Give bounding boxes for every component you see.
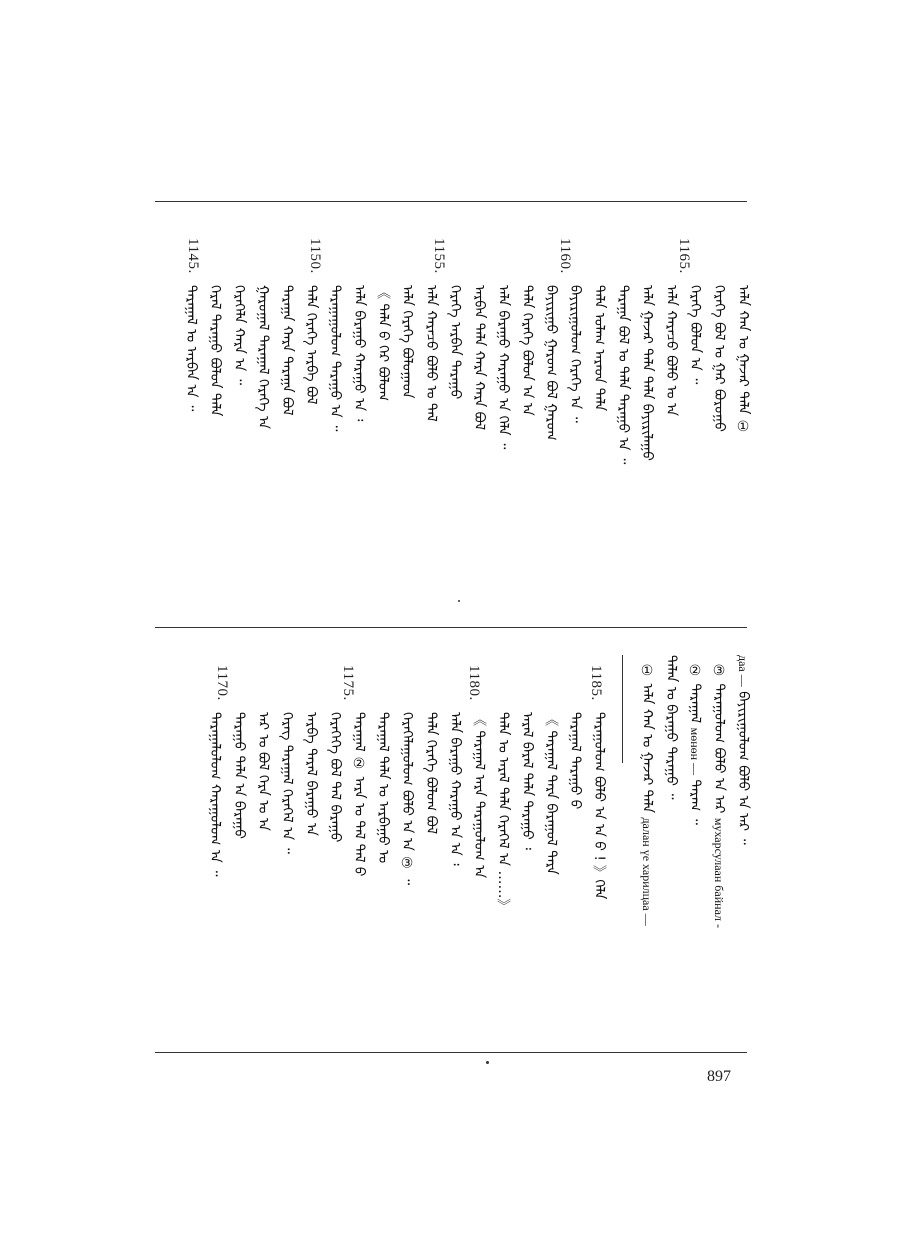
footnote-text: далан үе харилцаа — <box>640 817 654 926</box>
text-line: ᠲᠠᠷᠠᠭᠠᠯ ② ᠠᠷᠠ ᠤ ᠲᠠᠯ ᠲᠠᠯ ᠪ <box>351 712 367 877</box>
text-line: ᠪᠠᠶᠢᠷᠢᠭᠤ ᠭᠠᠷᠤᠭ ᠪᠣᠯ ᠭᠠᠷᠤᠭ <box>543 285 559 441</box>
separator-dot <box>486 1061 489 1064</box>
text-line: ᠪᠠᠶᠢᠷᠢᠭᠤᠯᠤᠭ ᠭᠡᠷᠡᠭᠡ ᠠ ᠃ <box>567 285 583 423</box>
text-line: ᠠᠯᠠ ᠬᠠᠨ ᠤ ᠭᠠᠵᠠᠷ ᠲᠠᠯᠠ ① <box>735 285 751 435</box>
separator-dot <box>458 600 460 602</box>
text-line: ᠭᠡᠷᠡᠭᠡ ᠠᠷᠪᠠᠨ ᠲᠠᠷᠠᠭᠤ <box>447 285 463 400</box>
footnote-rule <box>622 655 623 763</box>
footnote-line <box>635 663 659 926</box>
top-rule <box>155 201 747 202</box>
text-line: ᠠᠯᠠ ᠪᠠᠷᠠᠭᠤ ᠬᠠᠷᠠᠭᠤ ᠠ ᠬᠡᠯᠡ ᠃ <box>495 285 511 450</box>
text-line: ᠲᠠᠯᠠ ᠤ ᠠᠷᠠᠯ ᠲᠠᠯᠠ ᠭᠡᠷᠡᠭᠡᠯ ᠠ ……》 <box>495 712 511 913</box>
text-line: ᠠᠯᠠ ᠪᠠᠷᠠᠭᠤ ᠬᠠᠷᠠᠭᠤ ᠠ ᠄ <box>351 285 367 422</box>
text-line: ᠠᠷᠠᠯ ᠪᠠᠷᠠᠯ ᠲᠠᠯᠠ ᠲᠠᠷᠠᠭᠤ ᠄ <box>519 712 535 850</box>
text-line: ᠠᠯᠠ ᠬᠠᠷᠠᠴᠤ ᠪᠣᠯᠤ ᠤ ᠠ <box>663 285 679 417</box>
footnote-text: ᠠᠯᠠ ᠬᠠᠨ ᠤ ᠭᠠᠵᠠᠷ ᠲᠠᠯᠠ <box>639 683 655 813</box>
footnote-text: даа — <box>736 655 750 687</box>
page-number: 897 <box>707 1068 731 1085</box>
text-line: 《 ᠲᠠᠯᠠ ᠪ ᠭᠡᠷ ᠪᠣᠯᠤᠭ <box>375 285 391 401</box>
footnote-line <box>683 663 707 825</box>
footnote-text: мухарсулаан байнал - <box>712 817 726 928</box>
text-line: ᠠᠷᠪᠠᠨ ᠲᠠᠯᠠ ᠬᠠᠷᠠ ᠬᠠᠷᠠ ᠪᠣᠯ <box>471 285 487 431</box>
bottom-rule <box>155 1052 747 1053</box>
footnote-line <box>707 663 731 928</box>
middle-rule <box>155 627 747 628</box>
line-number: 1175. <box>340 665 356 701</box>
text-line: ᠲᠠᠷᠠᠭᠠ ᠪᠣᠯ ᠤ ᠲᠠᠯᠠ ᠲᠠᠷᠠᠭᠤ ᠠ ᠃ <box>615 285 631 465</box>
line-number: 1155. <box>431 238 447 274</box>
line-number: 1145. <box>185 238 201 274</box>
footnote-marker: ② <box>687 663 703 679</box>
text-line: ᠭᠡᠷᠡᠭᠡᠯᠡᠭᠤᠯᠤᠭ ᠪᠣᠯᠤ ᠠ ᠠ ③ ᠃ <box>399 712 415 885</box>
text-line: ᠠᠯᠠ ᠭᠠᠵᠠᠷ ᠲᠠᠯᠠ ᠲᠠᠯᠠ ᠪᠠᠶᠢᠷᠢᠯᠠᠭᠤ <box>639 285 655 461</box>
footnote-marker: ③ <box>711 663 727 679</box>
text-line: ᠠᠯᠠ ᠪᠠᠷᠠᠭᠤ ᠬᠠᠷᠠᠭᠤ ᠠ ᠠ ᠄ <box>447 712 463 866</box>
line-number: 1170. <box>214 665 230 701</box>
text-line: ᠭᠡᠷᠡᠭᠡ ᠪᠣᠯ ᠤ ᠭᠠᠷ ᠪᠤᠷᠤᠭᠤ <box>711 285 727 432</box>
text-line: ᠠᠯᠠ ᠬᠠᠷᠠᠴᠤ ᠪᠣᠯᠤ ᠤ ᠲᠠᠯ <box>423 285 439 422</box>
footnote-text: ᠲᠠᠷᠠᠭ ᠃ <box>687 779 703 825</box>
line-number: 1165. <box>676 238 692 274</box>
text-line: ᠭᠡᠷᠡᠭ ᠲᠠᠷᠠᠭᠠᠯ ᠭᠡᠷᠡᠭᠡᠯ ᠠ ᠃ <box>279 712 295 854</box>
line-number: 1180. <box>466 665 482 701</box>
footnote-line <box>731 655 755 845</box>
text-line: 《 ᠲᠠᠷᠠᠭᠠᠯ ᠲᠠᠷᠠ ᠪᠠᠷᠠᠭᠤᠯ ᠲᠠᠷᠠ <box>543 712 559 875</box>
text-line: ᠭᠡᠷᠡᠯ ᠲᠠᠷᠠᠭᠤ ᠪᠣᠯᠤᠨ ᠲᠠᠯᠠ <box>207 285 223 417</box>
line-number: 1150. <box>307 238 323 274</box>
text-line: ᠠᠷᠪᠠ ᠲᠠᠷᠠᠯ ᠪᠠᠷᠠᠭᠤ ᠠ <box>303 712 319 836</box>
text-line: ᠲᠠᠷᠠᠭᠠᠯ ᠲᠠᠯᠠ ᠤ ᠠᠷᠪᠠᠭᠤ ᠤ <box>375 712 391 864</box>
footnote-text: мөнөн — <box>688 727 702 776</box>
text-line: ᠲᠠᠷᠠᠭᠤᠯᠤᠭ ᠪᠣᠯᠤ ᠠ ᠠ ᠪ ! 》ᠭᠡᠯᠡ <box>591 712 607 900</box>
footnote-marker: ① <box>639 663 655 679</box>
text-line: ᠲᠠᠯᠠ ᠭᠡᠷᠡᠭᠡ ᠪᠣᠯᠤᠭ ᠪᠣᠯ <box>423 712 439 835</box>
text-line: ᠲᠠᠷᠠᠭᠤ ᠲᠠᠯᠠ ᠠ ᠪᠠᠷᠠᠭᠤ <box>231 712 247 839</box>
text-line: ᠲᠠᠷᠠᠭᠠᠭᠤᠯᠤᠭ ᠲᠠᠷᠠᠭᠤ ᠠ ᠃ <box>327 285 343 432</box>
text-line: ᠲᠠᠯᠠ ᠭᠡᠷᠡᠭᠡ ᠠᠷᠪᠠ ᠪᠣᠯ <box>303 285 319 405</box>
footnote-text: ᠪᠠᠶᠢᠷᠢᠭᠤᠯᠤᠭ ᠪᠣᠯᠤ ᠠ ᠠᠷ ᠃ <box>735 691 751 845</box>
text-line: ᠭᠡᠷᠡᠭᠡᠯᠡ ᠬᠠᠷᠠ ᠠ ᠃ <box>231 285 247 385</box>
text-line: 《 ᠲᠠᠷᠠᠭᠠᠯ ᠠᠷᠠ ᠲᠠᠷᠠᠭᠤᠯᠤᠭ ᠠ <box>471 712 487 879</box>
footnote-text: ᠲᠠᠯᠠᠨ ᠤ ᠪᠠᠷᠠᠭᠤ ᠲᠠᠷᠠᠭᠤ ᠃ <box>663 655 679 800</box>
footnote-text: ᠲᠠᠷᠠᠭᠤᠯᠤᠭ ᠪᠣᠯᠤ ᠠ ᠠᠷ <box>711 683 727 814</box>
text-line: ᠲᠠᠯᠠ ᠤᠯᠠᠭ ᠠᠷᠠᠳ ᠲᠠᠯᠠ <box>591 285 607 412</box>
line-number: 1160. <box>557 238 573 274</box>
text-line: ᠭᠡᠷᠡᠭᠡᠭᠡ ᠪᠣᠯ ᠲᠠᠯ ᠪᠠᠷᠠᠭᠤ <box>327 712 343 843</box>
text-line: ᠭᠠᠷᠤᠭᠠᠯ ᠲᠠᠷᠠᠭᠠᠯ ᠭᠡᠷᠡᠭᠡ ᠠ <box>255 285 271 430</box>
text-line: ᠠᠯᠠ ᠭᠡᠷᠡᠭᠡ ᠪᠣᠯᠤᠭᠠᠳ <box>399 285 415 399</box>
line-number: 1185. <box>588 665 604 701</box>
text-line: ᠲᠠᠷᠠᠭᠠ ᠬᠠᠷᠠ ᠲᠠᠷᠠᠭᠠ ᠪᠣᠯ <box>279 285 295 416</box>
text-line: ᠲᠠᠷᠠᠭᠠᠯ ᠲᠠᠷᠠᠭᠤ ᠪ <box>567 712 583 810</box>
text-line: ᠲᠠᠷᠠᠭᠠᠯᠤᠯᠤᠭ ᠬᠠᠷᠠᠭᠤᠯᠤᠭ ᠠ ᠃ <box>207 712 223 877</box>
text-line: ᠠᠷ ᠤ ᠪᠣᠯ ᠭᠡᠷᠡ ᠤ ᠠ <box>255 712 271 831</box>
text-line: ᠲᠠᠷᠠᠭᠠᠯ ᠤ ᠠᠷᠪᠠᠨ ᠠ ᠃ <box>183 285 199 412</box>
footnote-text: ᠲᠠᠷᠠᠭᠠᠯ <box>687 683 703 724</box>
text-line: ᠲᠠᠯᠠ ᠭᠡᠷᠡᠭᠡ ᠪᠣᠯᠤᠨ ᠠ ᠠ <box>519 285 535 416</box>
footnote-line <box>659 655 683 800</box>
text-line: ᠭᠡᠷᠡᠭᠡ ᠪᠣᠯᠤᠨ ᠠ ᠃ <box>687 285 703 385</box>
